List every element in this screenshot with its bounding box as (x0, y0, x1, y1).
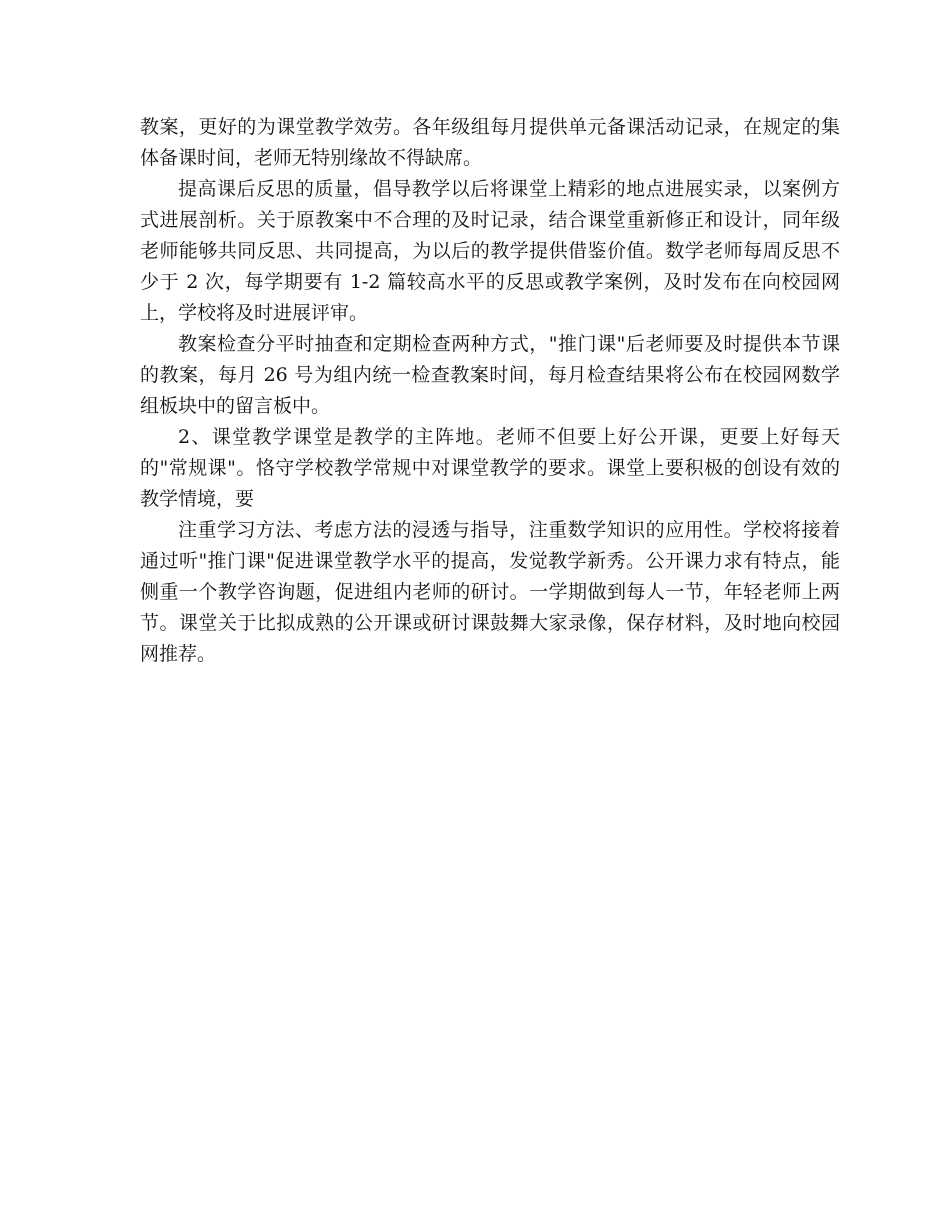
document-body (140, 112, 840, 670)
paragraph-5: 注重学习方法、考虑方法的浸透与指导，注重数学知识的应用性。学校将接着通过听"推门课"促进课堂教学水平的提高，发觉教学新秀。公开课力求有特点，能侧重一个教学咨询题，促进组内老师的研讨。一学期做到每人一节，年轻老师上两节。课堂关于比拟成熟的公开课或研讨课鼓舞大家录像，保存材料，及时地向校园网推荐。 (140, 519, 840, 665)
paragraph-2: 提高课后反思的质量，倡导教学以后将课堂上精彩的地点进展实录，以案例方式进展剖析。关于原教案中不合理的及时记录，结合课堂重新修正和设计，同年级老师能够共同反思、共同提高，为以后的教学提供借鉴价值。数学老师每周反思不少于 2 次，每学期要有 1-2 篇较高水平的反思或教学案例，及时发布在向校园网上，学校将及时进展评审。 (140, 178, 840, 324)
paragraph-3: 教案检查分平时抽查和定期检查两种方式，"推门课"后老师要及时提供本节课的教案，每月 26 号为组内统一检查教案时间，每月检查结果将公布在校园网数学组板块中的留言板中。 (140, 333, 840, 417)
paragraph-4: 2、课堂教学课堂是教学的主阵地。老师不但要上好公开课，更要上好每天的"常规课"。恪守学校教学常规中对课堂教学的要求。课堂上要积极的创设有效的教学情境，要 (140, 426, 840, 510)
paragraph-1: 教案，更好的为课堂教学效劳。各年级组每月提供单元备课活动记录，在规定的集体备课时间，老师无特别缘故不得缺席。 (140, 116, 840, 169)
